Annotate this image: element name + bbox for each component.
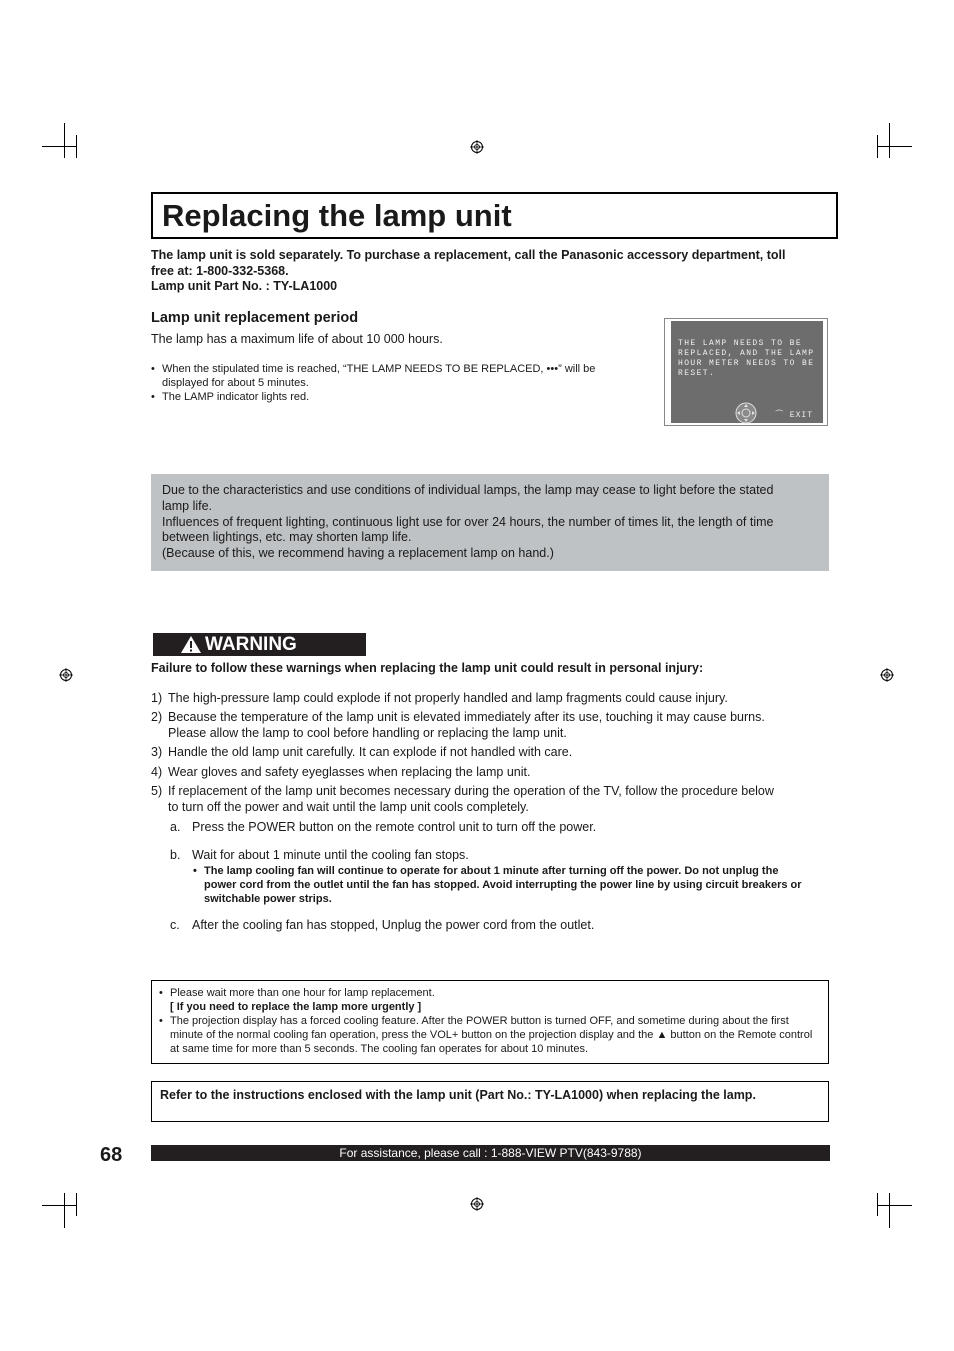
bullet-text: The LAMP indicator lights red. <box>162 391 310 403</box>
registration-mark-icon <box>470 1197 484 1211</box>
instructions-reference-box: Refer to the instructions enclosed with the lamp unit (Part No.: TY-LA1000) when replacing the lamp. <box>151 1081 829 1122</box>
urgent-heading: [ If you need to replace the lamp more urgently ] <box>170 1001 422 1013</box>
item-text: Handle the old lamp unit carefully. It can explode if not handled with care. <box>168 745 573 759</box>
crop-mark <box>889 1193 890 1228</box>
item-number: 5) <box>151 784 163 798</box>
item-text: The high-pressure lamp could explode if not properly handled and lamp fragments could cause injury. <box>168 691 728 705</box>
note-line: lamp life. <box>162 498 213 513</box>
step-item <box>170 918 594 934</box>
crop-mark <box>76 135 77 158</box>
bullet-icon: • <box>159 987 163 999</box>
list-item <box>159 1014 818 1056</box>
screen-message-illustration <box>664 318 828 426</box>
crop-mark <box>42 1205 77 1206</box>
crop-mark <box>877 1193 878 1216</box>
item-number: 2) <box>151 710 163 724</box>
step-item <box>170 820 596 836</box>
fan-note-text: The lamp cooling fan will continue to operate for about 1 minute after turning off the power. Do not unplug the power cord from the outlet until the fan has stopped. Avoid interrupting the power line by using circuit breakers or switchable power strips. <box>204 865 802 905</box>
screen-display <box>671 321 823 423</box>
cooling-info-box <box>151 980 829 1064</box>
item-text: Wear gloves and safety eyeglasses when replacing the lamp unit. <box>168 765 531 779</box>
crop-mark <box>76 1193 77 1216</box>
list-item <box>151 390 641 404</box>
item-text <box>168 784 774 816</box>
warning-label: WARNING <box>205 634 297 655</box>
note-line: Due to the characteristics and use conditions of individual lamps, the lamp may cease to light before the stated <box>162 483 774 497</box>
registration-mark-icon <box>59 668 73 682</box>
intro-line: The lamp unit is sold separately. To purchase a replacement, call the Panasonic accessory department, toll <box>151 248 786 262</box>
screen-message: THE LAMP NEEDS TO BE REPLACED, AND THE LAMP HOUR METER NEEDS TO BE RESET. <box>678 339 815 378</box>
page-number: 68 <box>100 1144 123 1166</box>
fan-note <box>193 864 808 906</box>
exit-label: EXIT <box>789 411 813 420</box>
bullet-icon: • <box>151 363 155 375</box>
list-item <box>159 986 818 1000</box>
crop-mark <box>64 1193 65 1228</box>
list-item <box>151 765 821 781</box>
list-item <box>151 745 821 761</box>
step-text: Wait for about 1 minute until the cooling fan stops. <box>192 848 469 862</box>
warning-intro: Failure to follow these warnings when replacing the lamp unit could result in personal injury: <box>151 661 704 675</box>
warning-triangle-icon <box>180 635 202 654</box>
step-letter: b. <box>170 848 181 862</box>
section-heading: Lamp unit replacement period <box>151 310 359 326</box>
wait-text: Please wait more than one hour for lamp replacement. <box>170 987 435 999</box>
registration-mark-icon <box>880 668 894 682</box>
footer-bar: For assistance, please call : 1-888-VIEW PTV(843-9788) <box>151 1145 830 1161</box>
step-text: Press the POWER button on the remote control unit to turn off the power. <box>192 820 597 834</box>
note-line: Influences of frequent lighting, continuous light use for over 24 hours, the number of times lit, the length of time <box>162 514 774 529</box>
intro-text <box>151 248 831 295</box>
bullet-text: When the stipulated time is reached, “THE LAMP NEEDS TO BE REPLACED, •••” will be displayed for about 5 minutes. <box>162 363 596 389</box>
bullet-icon: • <box>159 1015 163 1027</box>
note-line: (Because of this, we recommend having a replacement lamp on hand.) <box>162 546 554 561</box>
item-text-line: Because the temperature of the lamp unit is elevated immediately after its use, touching it may cause burns. <box>168 710 765 724</box>
item-text-line: to turn off the power and wait until the lamp unit cools completely. <box>168 799 529 814</box>
item-text-line: If replacement of the lamp unit becomes necessary during the operation of the TV, follow the procedure below <box>168 784 774 798</box>
crop-mark <box>889 123 890 158</box>
crop-mark <box>42 146 77 147</box>
item-number: 4) <box>151 765 163 779</box>
part-number: Lamp unit Part No. : TY-LA1000 <box>151 279 338 293</box>
bullet-list <box>151 362 641 404</box>
forced-cooling-text: The projection display has a forced cooling feature. After the POWER button is turned OFF, and sometime during about the first minute of the normal cooling fan operation, press the VOL+ button on the projection display and the ▲ button on the Remote control at same time for more than 5 seconds. The cooling fan operates for about 10 minutes. <box>170 1015 813 1055</box>
lamp-life-text: The lamp has a maximum life of about 10 000 hours. <box>151 332 443 346</box>
exit-hint <box>775 411 813 420</box>
list-item <box>151 784 821 816</box>
intro-line: free at: 1-800-332-5368. <box>151 263 289 278</box>
registration-mark-icon <box>470 140 484 154</box>
crop-mark <box>64 123 65 158</box>
item-text <box>168 710 765 742</box>
return-icon: ⏜ <box>775 411 784 420</box>
note-line: between lightings, etc. may shorten lamp life. <box>162 530 412 545</box>
lamp-life-note <box>151 474 829 571</box>
crop-mark <box>877 1205 912 1206</box>
step-letter: c. <box>170 918 180 932</box>
list-item <box>151 691 821 707</box>
step-item <box>170 848 469 864</box>
remote-navigation-icon <box>735 402 757 424</box>
crop-mark <box>877 146 912 147</box>
crop-mark <box>877 135 878 158</box>
item-text-line: Please allow the lamp to cool before handling or replacing the lamp unit. <box>168 725 567 740</box>
bullet-icon: • <box>193 865 197 877</box>
list-item <box>151 362 641 390</box>
step-text: After the cooling fan has stopped, Unplug the power cord from the outlet. <box>192 918 595 932</box>
warning-badge <box>153 633 366 656</box>
page-title: Replacing the lamp unit <box>151 192 838 239</box>
list-item <box>159 1000 818 1014</box>
step-letter: a. <box>170 820 181 834</box>
bullet-icon: • <box>151 391 155 403</box>
item-number: 3) <box>151 745 163 759</box>
item-number: 1) <box>151 691 163 705</box>
list-item <box>151 710 821 742</box>
